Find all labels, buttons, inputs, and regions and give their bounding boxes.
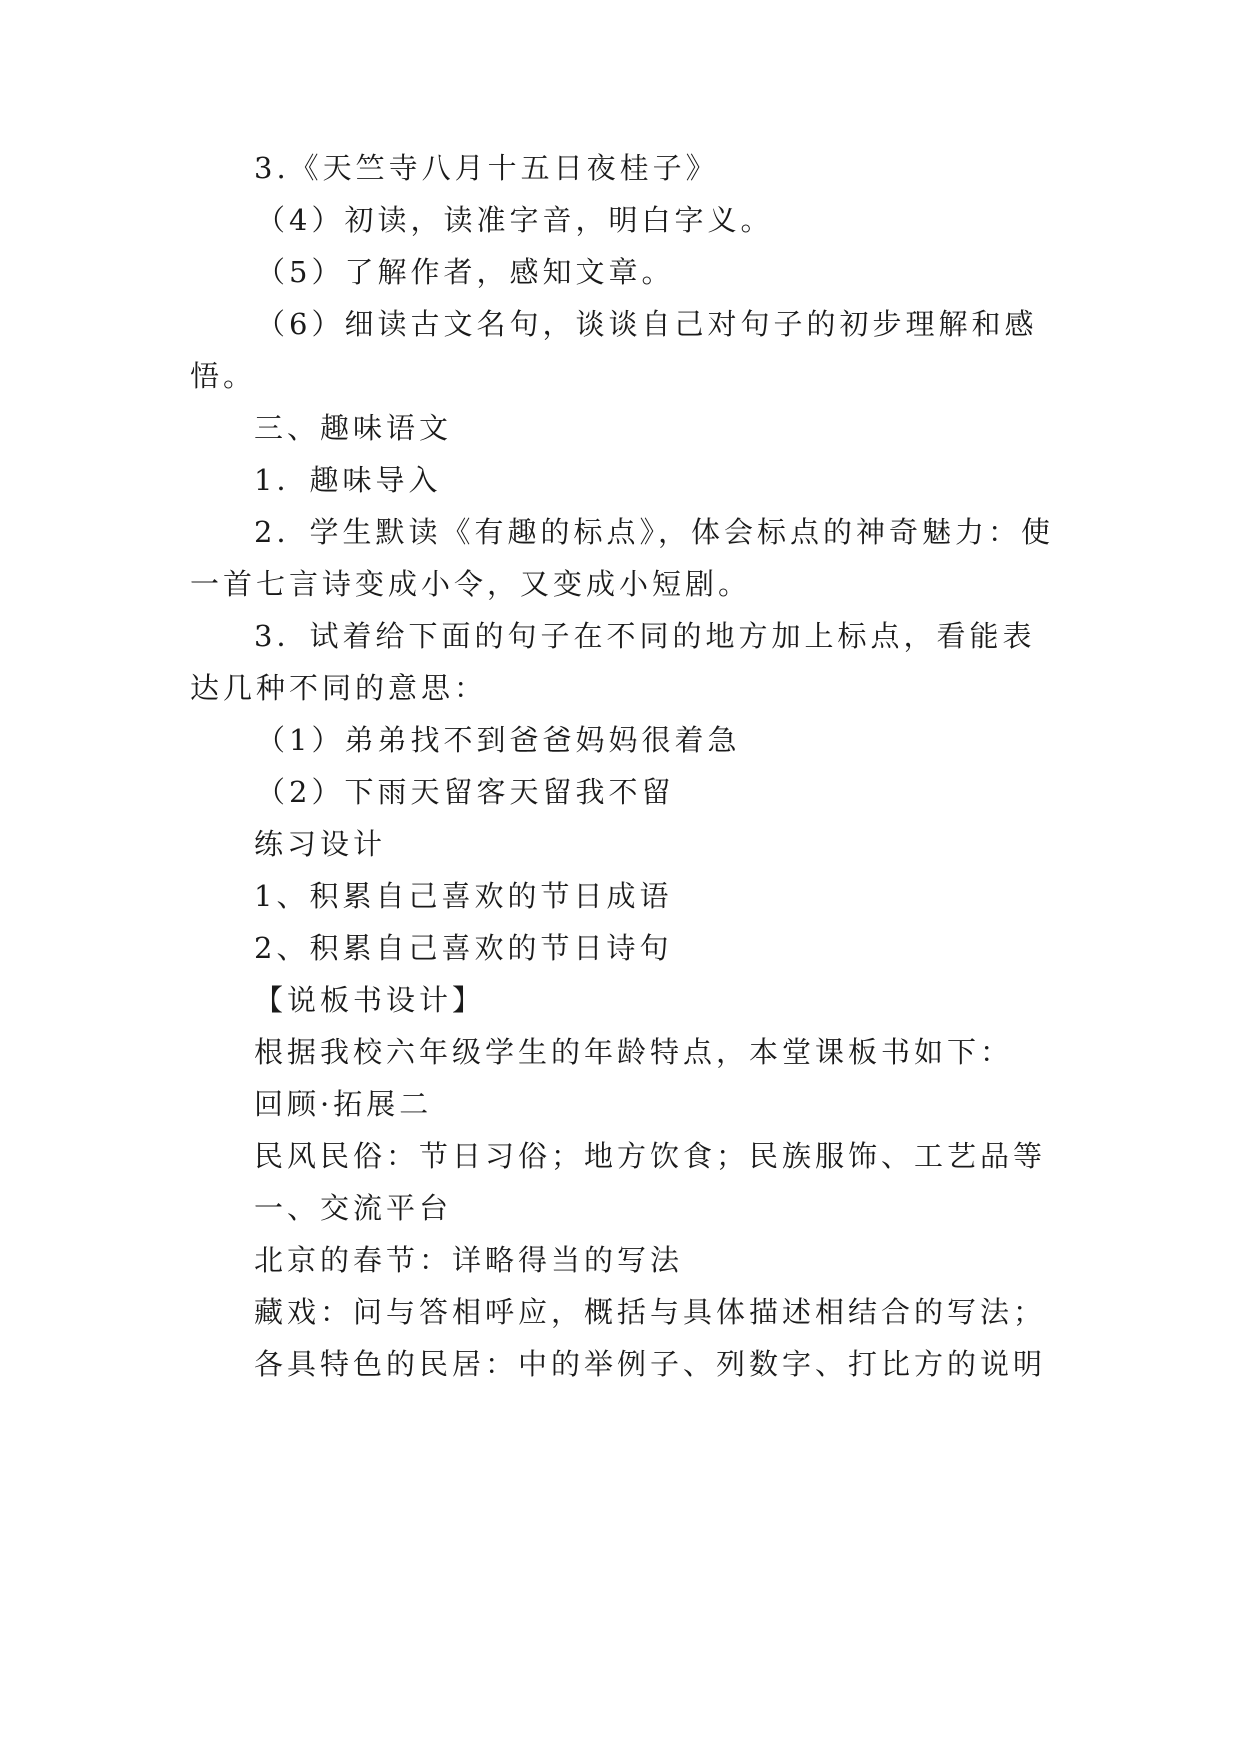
text-line-8: 2．学生默读《有趣的标点》，体会标点的神奇魅力：使 — [254, 515, 1054, 549]
text-line-9: 一首七言诗变成小令，又变成小短剧。 — [190, 567, 752, 601]
text-line-7: 1．趣味导入 — [254, 463, 442, 497]
section-heading-fun-chinese: 三、趣味语文 — [254, 411, 453, 445]
text-line-15: 1、积累自己喜欢的节日成语 — [254, 879, 673, 913]
text-line-5: 悟。 — [190, 359, 257, 393]
section-heading-exercise-design: 练习设计 — [254, 827, 387, 861]
text-line-23: 藏戏：问与答相呼应，概括与具体描述相结合的写法； — [254, 1295, 1047, 1329]
text-line-24: 各具特色的民居：中的举例子、列数字、打比方的说明 — [254, 1347, 1047, 1381]
text-line-11: 达几种不同的意思： — [190, 671, 488, 705]
text-line-18: 根据我校六年级学生的年龄特点，本堂课板书如下： — [254, 1035, 1014, 1069]
text-line-12: （1）弟弟找不到爸爸妈妈很着急 — [256, 723, 741, 757]
text-line-3: （5）了解作者，感知文章。 — [256, 255, 675, 289]
text-line-19: 回顾·拓展二 — [254, 1087, 433, 1121]
text-line-1: 3.《天竺寺八月十五日夜桂子》 — [254, 151, 719, 185]
section-heading-board-design: 【说板书设计】 — [254, 983, 486, 1017]
text-line-16: 2、积累自己喜欢的节日诗句 — [254, 931, 673, 965]
text-line-2: （4）初读，读准字音，明白字义。 — [256, 203, 774, 237]
text-line-4: （6）细读古文名句，谈谈自己对句子的初步理解和感 — [256, 307, 1038, 341]
text-line-22: 北京的春节：详略得当的写法 — [254, 1243, 684, 1277]
text-line-20: 民风民俗：节日习俗；地方饮食；民族服饰、工艺品等 — [254, 1139, 1047, 1173]
text-line-21: 一、交流平台 — [254, 1191, 453, 1225]
text-line-13: （2）下雨天留客天留我不留 — [256, 775, 675, 809]
text-line-10: 3．试着给下面的句子在不同的地方加上标点，看能表 — [254, 619, 1036, 653]
